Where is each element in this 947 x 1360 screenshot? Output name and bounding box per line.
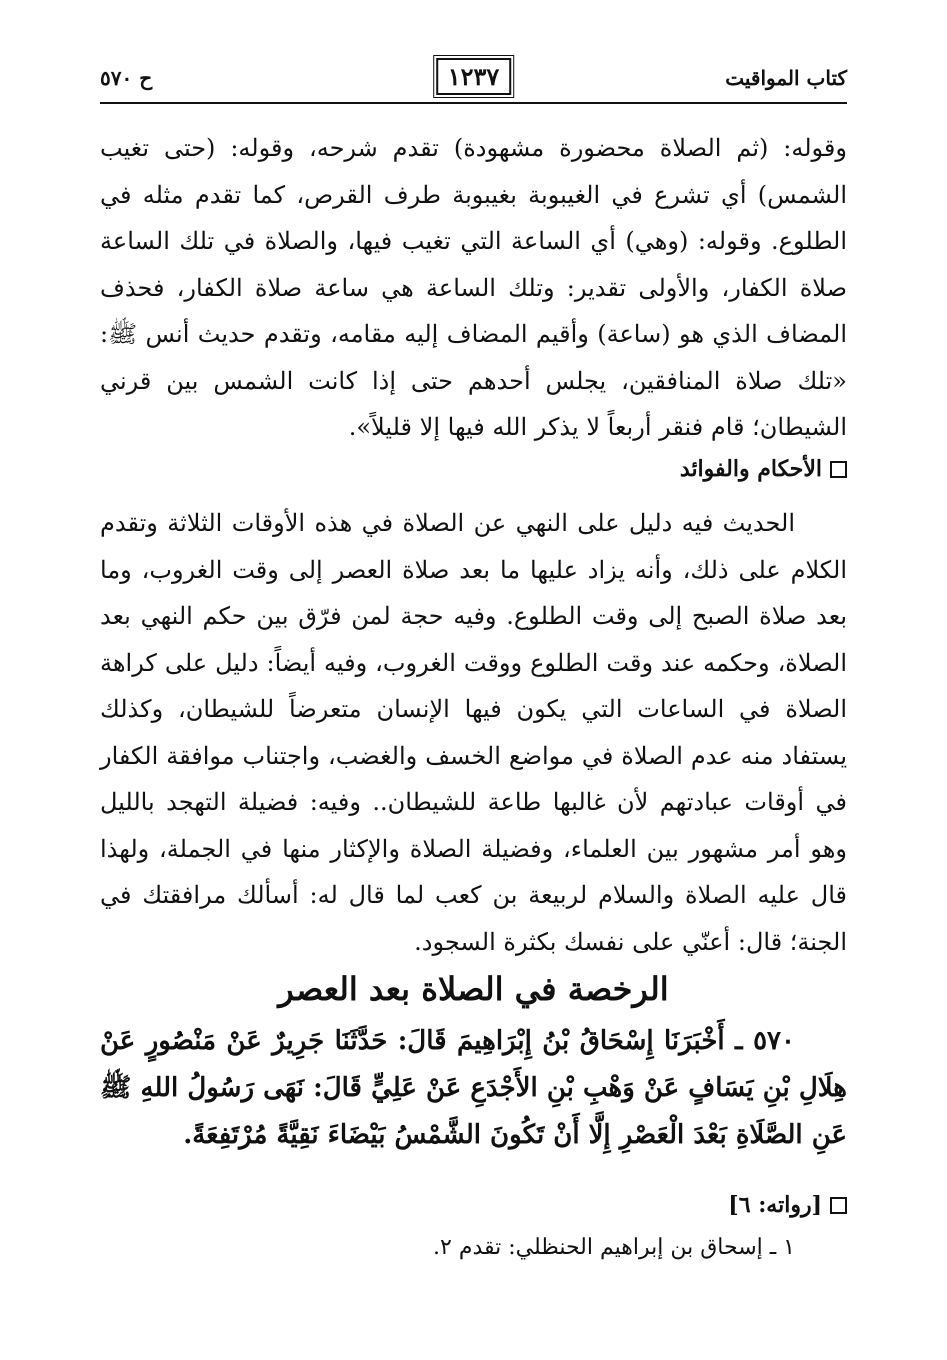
square-bullet-icon [830,461,847,478]
page-number: ١٢٣٧ [436,58,512,95]
section-heading-rulings [100,456,847,482]
section-heading-narrators [100,1192,847,1218]
rulings-paragraph [100,500,847,965]
commentary-paragraph [100,125,847,451]
book-title: كتاب المواقيت [725,66,847,90]
hadith-body: ٥٧٠ ـ أَخْبَرَنَا إِسْحَاقُ بْنُ إِبْرَاهِيمَ قَالَ: حَدَّثَنَا جَرِيرٌ عَنْ مَنْصُورٍ عَنْ هِلَالِ بْنِ يَسَافٍ عَنْ وَهْبِ بْنِ الأَجْدَعِ عَنْ عَلِيٍّ قَالَ: نَهَى رَسُولُ اللهِ ﷺ عَنِ الصَّلَاةِ بَعْدَ الْعَصْرِ إِلَّا أَنْ تَكُونَ الشَّمْسُ بَيْضَاءَ نَقِيَّةً مُرْتَفِعَةً. [100,1026,847,1150]
section-heading-text: الأحكام والفوائد [679,456,822,482]
narrator-list [100,1228,795,1268]
narrator-item: ١ ـ إسحاق بن إبراهيم الحنظلي: تقدم ٢. [433,1235,795,1260]
hadith-text [100,1018,847,1159]
page-header [100,58,847,104]
hadith-reference: ح ٥٧٠ [100,66,153,90]
chapter-title: الرخصة في الصلاة بعد العصر [278,970,669,1008]
rulings-text: الحديث فيه دليل على النهي عن الصلاة في هذه الأوقات الثلاثة وتقدم الكلام على ذلك، وأنه يزاد عليها ما بعد صلاة العصر إلى وقت الغروب، وما بعد صلاة الصبح إلى وقت الطلوع. وفيه حجة لمن فرّق بين حكم النهي بعد الصلاة، وحكمه عند وقت الطلوع ووقت الغروب، وفيه أيضاً: دليل على كراهة الصلاة في الساعات التي يكون فيها الإنسان متعرضاً للشيطان، وكذلك يستفاد منه عدم الصلاة في مواضع الخسف والغضب، واجتناب موافقة الكفار في أوقات عبادتهم لأن غالبها طاعة للشيطان.. وفيه: فضيلة التهجد بالليل وهو أمر مشهور بين العلماء، وفضيلة الصلاة والإكثار منها في الجملة، ولهذا قال عليه الصلاة والسلام لربيعة بن كعب لما قال له: أسألك مرافقتك في الجنة؛ قال: أعنّي على نفسك بكثرة السجود. [100,509,848,956]
narrators-heading-text: [رواته: ٦] [728,1192,822,1218]
square-bullet-icon [830,1197,847,1214]
commentary-text: وقوله: (ثم الصلاة محضورة مشهودة) تقدم شرحه، وقوله: (حتى تغيب الشمس) أي تشرع في الغيبوبة بغيبوبة طرف القرص، كما تقدم مثله في الطلوع. وقوله: (وهي) أي الساعة التي تغيب فيها، والصلاة في تلك الساعة صلاة الكفار، والأولى تقدير: وتلك الساعة هي ساعة صلاة الكفار، فحذف المضاف الذي هو (ساعة) وأقيم المضاف إليه مقامه، وتقدم حديث أنس ﷺ: «تلك صلاة المنافقين، يجلس أحدهم حتى إذا كانت الشمس بين قرني الشيطان؛ قام فنقر أربعاً لا يذكر الله فيها إلا قليلاً». [100,134,847,441]
header-rule [100,102,847,104]
